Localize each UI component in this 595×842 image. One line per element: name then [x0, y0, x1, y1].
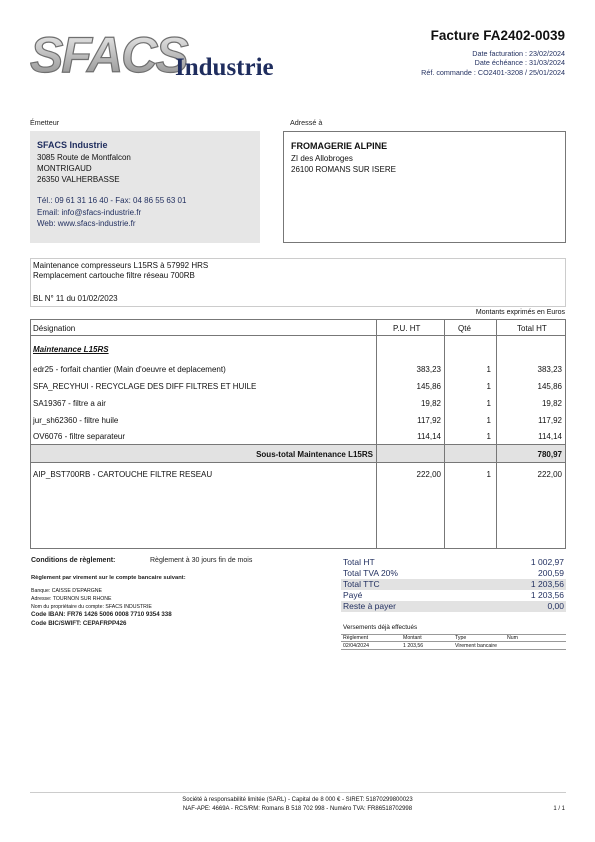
- delivery-note-ref: BL N° 11 du 01/02/2023: [33, 294, 118, 303]
- row-unit-price: 117,92: [417, 416, 441, 425]
- transfer-title: Règlement par virement sur le compte bancaire suivant:: [31, 575, 186, 581]
- row-qty: 1: [486, 470, 491, 479]
- row-total: 19,82: [541, 399, 562, 408]
- iban: Code IBAN: FR76 1426 5006 0008 7710 9354 338: [31, 611, 172, 618]
- row-designation: OV6076 - filtre separateur: [33, 432, 126, 441]
- total-label: Total HT: [343, 557, 375, 567]
- row-total: 222,00: [537, 470, 562, 479]
- company-logo: [30, 28, 290, 84]
- row-designation: jur_sh62360 - filtre huile: [33, 416, 119, 425]
- description-line-1: Maintenance compresseurs L15RS à 57992 HRS: [33, 261, 209, 270]
- order-reference: Réf. commande : CO2401-3208 / 25/01/2024: [421, 68, 565, 77]
- total-value: 200,59: [538, 568, 564, 578]
- sender-website: Web: www.sfacs-industrie.fr: [37, 219, 136, 228]
- sender-address-line: 3085 Route de Montfalcon: [37, 153, 131, 162]
- row-total: 114,14: [538, 432, 562, 441]
- bank-name: Banque: CAISSE D'EPARGNE: [31, 588, 102, 594]
- payment-conditions-label: Conditions de règlement:: [31, 557, 116, 564]
- account-holder: Nom du propriétaire du compte: SFACS INDUSTRIE: [31, 604, 152, 610]
- row-unit-price: 383,23: [416, 365, 441, 374]
- total-value: 1 203,56: [530, 590, 564, 600]
- payment-type: Virement bancaire: [455, 643, 498, 649]
- total-label: Reste à payer: [343, 601, 396, 611]
- payment-num-header: Num: [507, 635, 518, 641]
- payments-made-title: Versements déjà effectués: [343, 624, 418, 631]
- total-ttc-row: [341, 579, 566, 590]
- description-line-2: Remplacement cartouche filtre réseau 700RB: [33, 271, 195, 280]
- paid-row: [341, 590, 566, 601]
- row-unit-price: 114,14: [417, 432, 441, 441]
- recipient-label: Adressé à: [290, 118, 323, 127]
- subtotal-label: Sous-total Maintenance L15RS: [256, 450, 373, 459]
- page-number: 1 / 1: [553, 806, 565, 812]
- sender-city: MONTRIGAUD: [37, 164, 92, 173]
- footer-divider: [30, 792, 566, 793]
- recipient-city: 26100 ROMANS SUR ISERE: [291, 165, 396, 174]
- items-table: [30, 319, 566, 549]
- recipient-block: [283, 131, 566, 243]
- sender-block: [30, 131, 260, 243]
- total-vat-row: [341, 568, 566, 579]
- row-designation: AIP_BST700RB - CARTOUCHE FILTRE RESEAU: [33, 470, 213, 479]
- total-label: Total TTC: [343, 579, 380, 589]
- footer-legal-line-2: NAF-APE: 4669A - RCS/RM: Romans B 518 702 998 - Numéro TVA: FR86518702998: [182, 806, 413, 812]
- row-unit-price: 19,82: [420, 399, 441, 408]
- currency-note: Montants exprimés en Euros: [475, 309, 565, 316]
- bank-address: Adresse: TOURNON SUR RHONE: [31, 596, 112, 602]
- payment-date: 02/04/2024: [343, 643, 369, 649]
- bic-swift: Code BIC/SWIFT: CEPAFRPP426: [31, 620, 127, 627]
- due-date: Date échéance : 31/03/2024: [474, 58, 565, 67]
- payments-made-table: [341, 634, 566, 650]
- row-qty: 1: [486, 432, 491, 441]
- subtotal-value: 780,97: [537, 450, 562, 459]
- row-designation: SA19367 - filtre a air: [33, 399, 106, 408]
- row-total: 383,23: [537, 365, 562, 374]
- sender-postcode: 26350 VALHERBASSE: [37, 175, 120, 184]
- row-unit-price: 145,86: [416, 382, 441, 391]
- footer-legal-line-1: Société à responsabilité limitée (SARL) - Capital de 8 000 € - SIRET: 51870299800023: [182, 797, 413, 803]
- logo-subtitle: Industrie: [175, 54, 274, 81]
- col-total-header: Total HT: [517, 324, 547, 333]
- description-block: [30, 258, 566, 307]
- remaining-row: [341, 601, 566, 612]
- row-qty: 1: [486, 416, 491, 425]
- payment-amount: 1 203,56: [403, 643, 424, 649]
- row-unit-price: 222,00: [416, 470, 441, 479]
- col-qty-header: Qté: [458, 324, 471, 333]
- sender-email: Email: info@sfacs-industrie.fr: [37, 208, 142, 217]
- row-qty: 1: [486, 365, 491, 374]
- row-total: 117,92: [538, 416, 562, 425]
- payment-date-header: Règlement: [343, 635, 369, 641]
- row-designation: edr25 - forfait chantier (Main d'oeuvre et deplacement): [33, 365, 226, 374]
- row-qty: 1: [486, 399, 491, 408]
- sender-label: Émetteur: [30, 118, 60, 127]
- recipient-name: FROMAGERIE ALPINE: [291, 141, 388, 151]
- col-unit-price-header: P.U. HT: [393, 324, 421, 333]
- total-value: 0,00: [547, 601, 564, 611]
- invoice-title: Facture FA2402-0039: [430, 28, 565, 43]
- row-total: 145,86: [537, 382, 562, 391]
- total-value: 1 002,97: [530, 557, 564, 567]
- payment-type-header: Type: [455, 635, 467, 641]
- section-title: Maintenance L15RS: [33, 345, 109, 354]
- total-label: Payé: [343, 590, 363, 600]
- row-qty: 1: [486, 382, 491, 391]
- total-label: Total TVA 20%: [343, 568, 398, 578]
- sender-name: SFACS Industrie: [37, 140, 108, 150]
- recipient-address-line: ZI des Allobroges: [291, 154, 353, 163]
- total-value: 1 203,56: [530, 579, 564, 589]
- payment-amount-header: Montant: [403, 635, 422, 641]
- logo-mark: SFACS: [30, 28, 187, 83]
- col-designation-header: Désignation: [33, 324, 76, 333]
- billing-date: Date facturation : 23/02/2024: [472, 49, 565, 58]
- payment-conditions-value: Règlement à 30 jours fin de mois: [150, 557, 253, 564]
- sender-phone: Tél.: 09 61 31 16 40 - Fax: 04 86 55 63 01: [37, 196, 187, 205]
- row-designation: SFA_RECYHUI - RECYCLAGE DES DIFF FILTRES ET HUILE: [33, 382, 257, 391]
- total-ht-row: [341, 557, 566, 568]
